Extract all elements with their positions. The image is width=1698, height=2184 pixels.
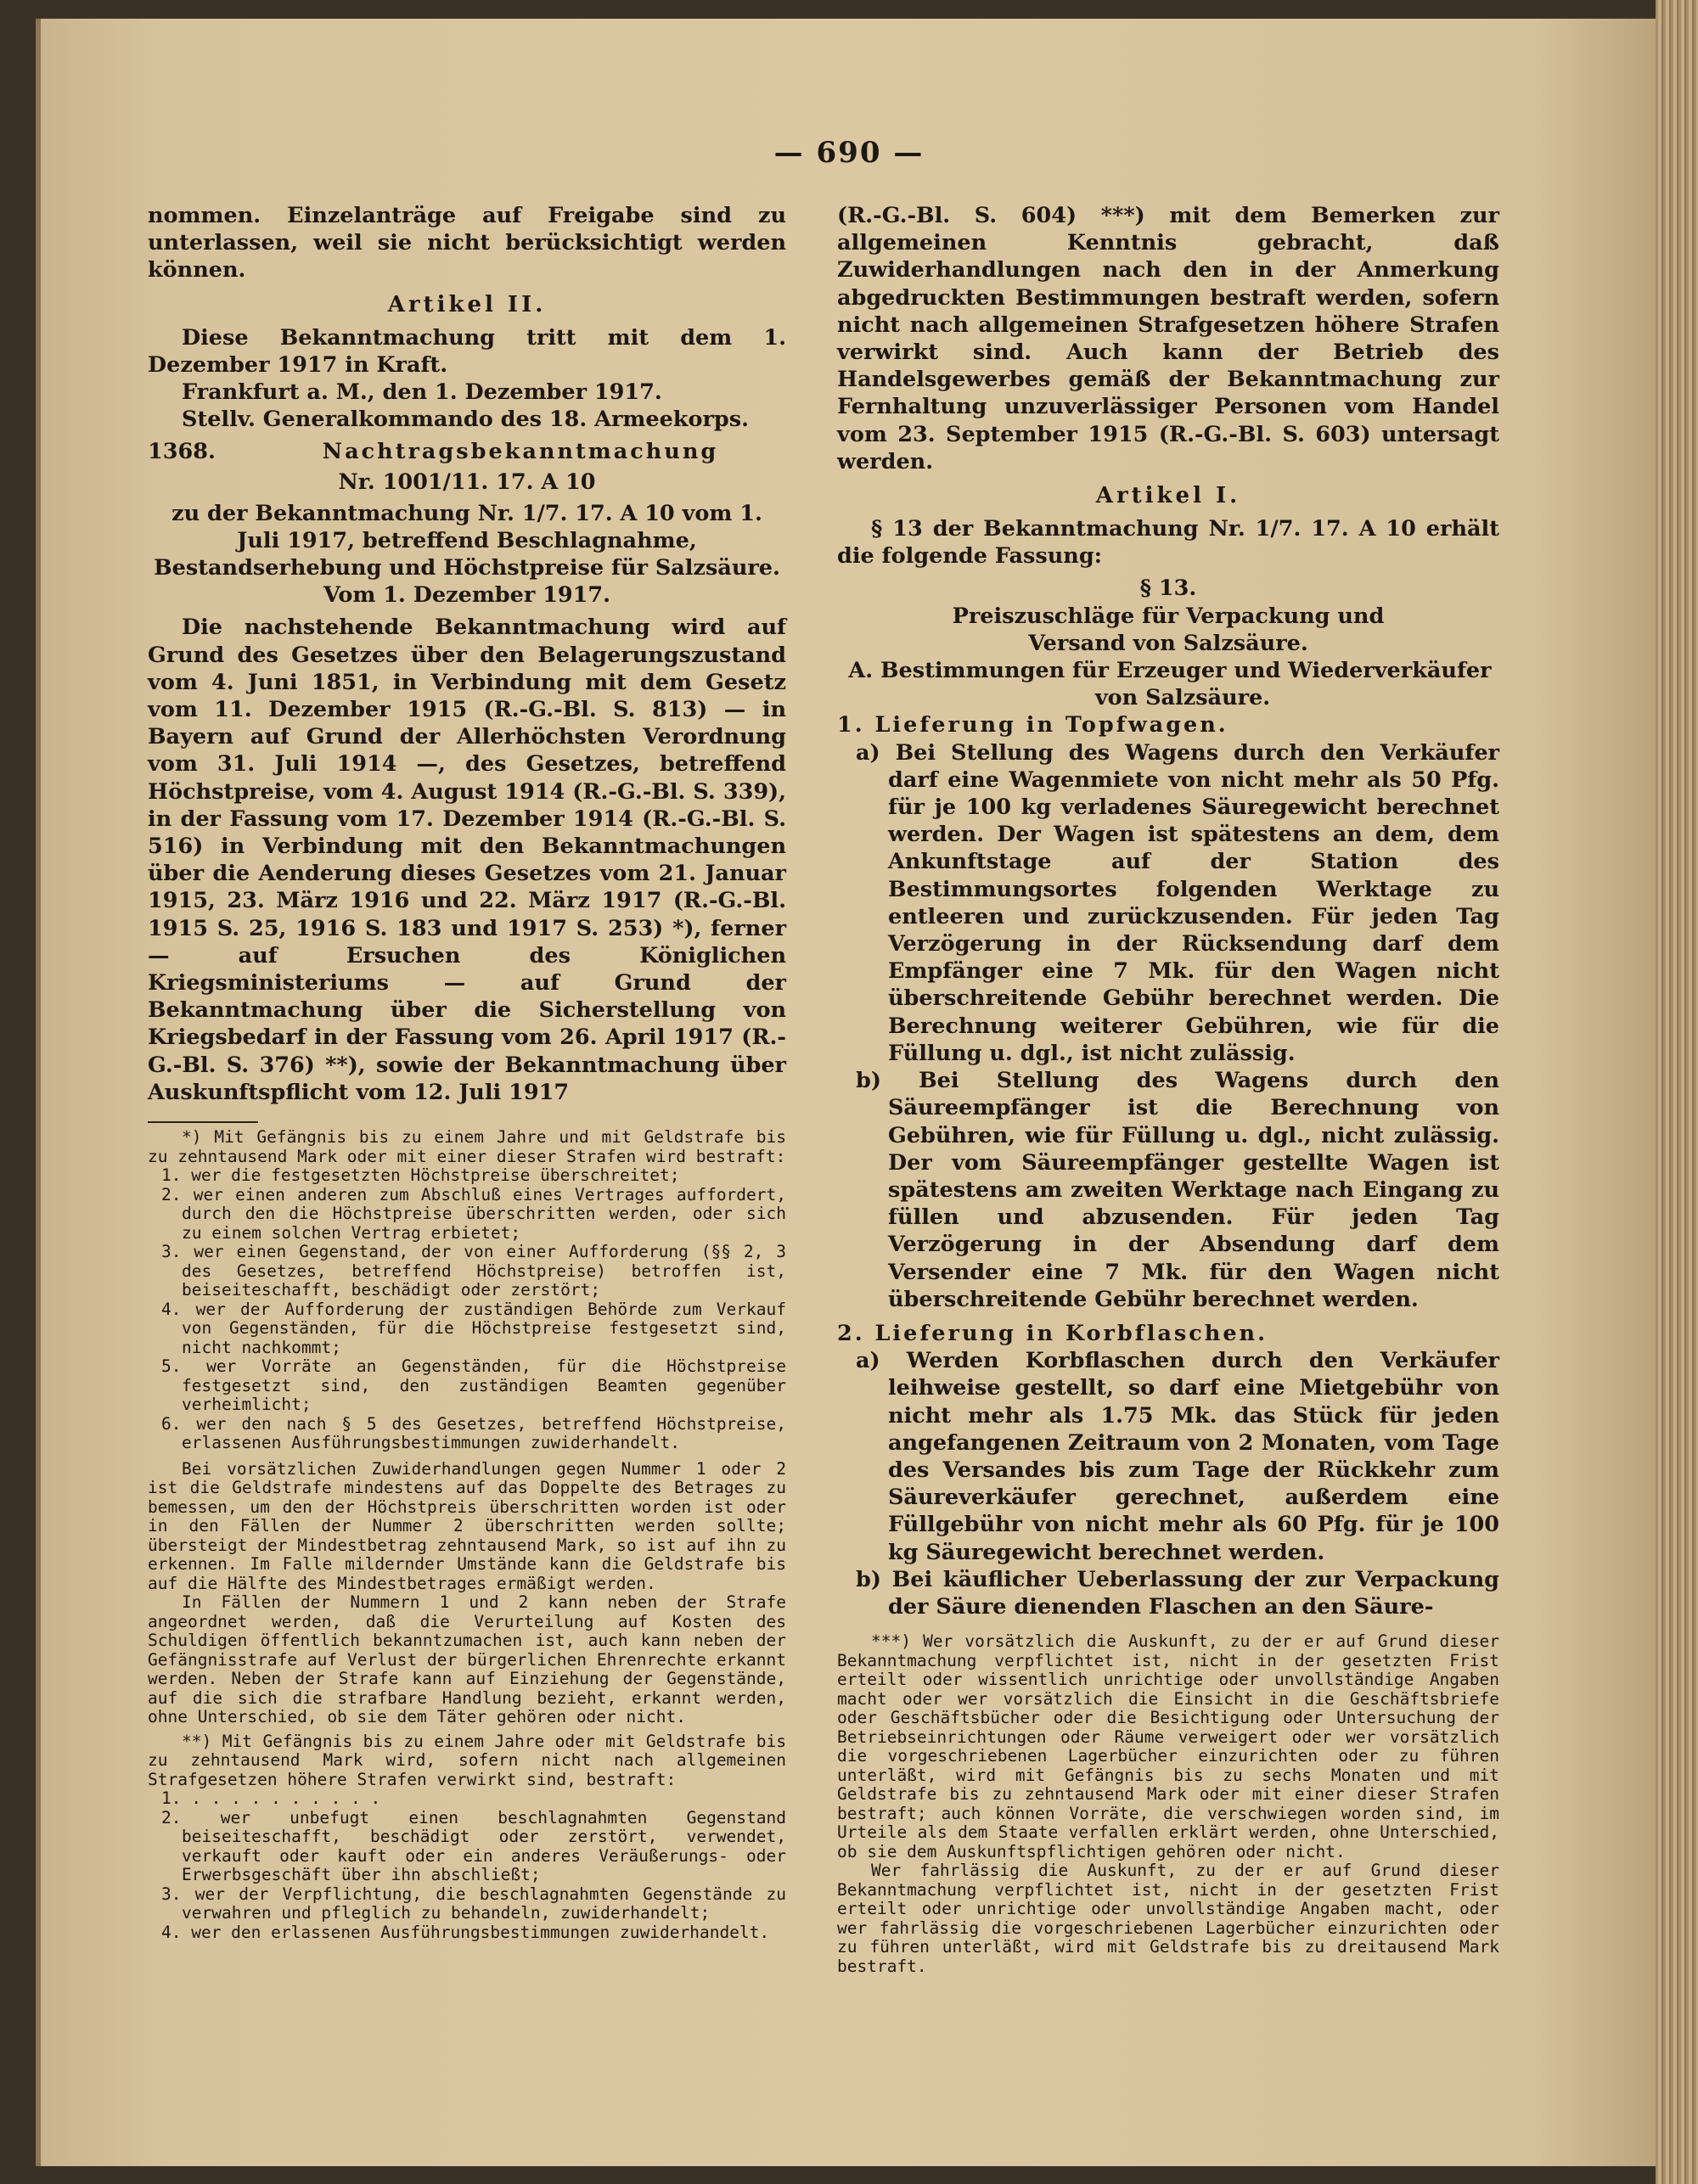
- footnote-1-intro: *) Mit Gefängnis bis zu einem Jahre und mit Geldstrafe bis zu zehntausend Mark oder mit einer dieser Strafen wird bestraft:: [148, 1127, 786, 1166]
- delivery-1-heading: 1. Lieferung in Topfwagen.: [837, 712, 1229, 738]
- left-column: [148, 202, 786, 1942]
- footnote-1-item: 5. wer Vorräte an Gegenständen, für die Höchstpreise festgesetzt sind, den zuständigen Beamten gegenüber verheimlicht;: [161, 1356, 786, 1415]
- article-1-heading: Artikel I.: [1095, 483, 1241, 509]
- footnote-1-item: 2. wer einen anderen zum Abschluß eines Vertrages auffordert, durch den die Höchstpreise überschritten werden, oder sich zu einem solchen Vertrag erbietet;: [161, 1184, 786, 1243]
- footnote-1-item: 6. wer den nach § 5 des Gesetzes, betreffend Höchstpreise, erlassenen Ausführungsbestimmungen zuwiderhandelt.: [161, 1413, 786, 1453]
- continued-paragraph: nommen. Einzelanträge auf Freigabe sind zu unterlassen, weil sie nicht berücksichtigt werden können.: [148, 203, 786, 284]
- footnote-2-intro: **) Mit Gefängnis bis zu einem Jahre oder mit Geldstrafe bis zu zehntausend Mark wird, sofern nicht nach allgemeinen Strafgesetzen höhere Strafen verwirkt sind, bestraft:: [148, 1731, 786, 1789]
- footnote-1-paragraph: In Fällen der Nummern 1 und 2 kann neben der Strafe angeordnet werden, daß die Verurteilung auf Kosten des Schuldigen öffentlich bekanntzumachen ist, auch kann neben der Gefängnisstrafe auf Verlust der bürgerlichen Ehrenrechte erkannt werden. Neben der Strafe kann auf Einziehung der Gegenstände, auf die sich die strafbare Handlung bezieht, erkannt werden, ohne Unterschied, ob sie dem Täter gehören oder nicht.: [148, 1592, 786, 1727]
- right-column: [837, 202, 1499, 1976]
- footnote-2-item: 1. . . . . . . . . . .: [161, 1788, 381, 1809]
- section-title: Preiszuschläge für Verpackung und Versand von Salzsäure.: [952, 603, 1385, 656]
- book-page-edges: [1656, 0, 1698, 2184]
- footnote-3-paragraph: Wer fahrlässig die Auskunft, zu der er auf Grund dieser Bekanntmachung verpflichtet ist, nicht in der gesetzten Frist erteilt oder unrichtige oder unvollständige Angaben macht, oder wer fahrlässig die vorgeschriebenen Lagerbücher einzurichten oder zu führen unterläßt, wird mit Geldstrafe bis zu dreitausend Mark bestraft.: [837, 1861, 1499, 1976]
- footnote-1-item: 4. wer der Aufforderung der zuständigen Behörde zum Verkauf von Gegenständen, für die Höchstpreise festgesetzt sind, nicht nachkommt;: [161, 1299, 786, 1357]
- announcement-reference: Nr. 1001/11. 17. A 10: [338, 469, 596, 496]
- footnote-1-item: 3. wer einen Gegenstand, der von einer Aufforderung (§§ 2, 3 des Gesetzes, betreffend Höchstpreise) betroffen ist, beiseiteschafft, beschädigt oder zerstört;: [161, 1242, 786, 1300]
- footnote-divider: [148, 1121, 258, 1123]
- announcement-body: Die nachstehende Bekanntmachung wird auf Grund des Gesetzes über den Belagerungszustand vom 4. Juni 1851, in Verbindung mit dem Gesetz vom 11. Dezember 1915 (R.-G.-Bl. S. 813) — in Bayern auf Grund der Allerhöchsten Verordnung vom 31. Juli 1914 —, des Gesetzes, betreffend Höchstpreise, vom 4. August 1914 (R.-G.-Bl. S. 339), in der Fassung vom 17. Dezember 1914 (R.-G.-Bl. S. 516) in Verbindung mit den Bekanntmachungen über die Aenderung dieses Gesetzes vom 21. Januar 1915, 23. März 1916 und 22. März 1917 (R.-G.-Bl. 1915 S. 25, 1916 S. 183 und 1917 S. 253) *), ferner — auf Ersuchen des Königlichen Kriegsministeriums — auf Grund der Bekanntmachung über die Sicherstellung von Kriegsbedarf in der Fassung vom 26. April 1917 (R.-G.-Bl. S. 376) **), sowie der Bekanntmachung über Auskunftspflicht vom 12. Juli 1917: [148, 615, 786, 1105]
- delivery-2a-text: a) Werden Korbflaschen durch den Verkäufer leihweise gestellt, so darf eine Mietgebühr von nicht mehr als 1.75 Mk. das Stück für jeden angefangenen Zeitraum von 2 Monaten, vom Tage des Versandes bis zum Tage der Rückkehr zum Säureverkäufer gerechnet, außerdem eine Füllgebühr von nicht mehr als 60 Pfg. für je 100 kg Säuregewicht berechnet werden.: [856, 1348, 1499, 1565]
- delivery-1a-text: a) Bei Stellung des Wagens durch den Verkäufer darf eine Wagenmiete von nicht mehr als 50 Pfg. für je 100 kg verladenes Säuregewicht berechnet werden. Der Wagen ist spätestens an dem, dem Ankunftstage auf der Station des Bestimmungsortes folgenden Werktage zu entleeren und zurückzusenden. Für jeden Tag Verzögerung in der Rücksendung darf dem Empfänger eine 7 Mk. für den Wagen nicht überschreitende Gebühr berechnet werden. Die Berechnung weiterer Gebühren, wie für die Füllung u. dgl., ist nicht zulässig.: [856, 739, 1499, 1066]
- footnote-2-item: 3. wer der Verpflichtung, die beschlagnahmten Gegenstände zu verwahren und pfleglich zu behandeln, zuwiderhandelt;: [161, 1884, 786, 1923]
- article-2-text: Diese Bekanntmachung tritt mit dem 1. Dezember 1917 in Kraft.: [148, 324, 786, 378]
- delivery-2b-text: b) Bei käuflicher Ueberlassung der zur Verpackung der Säure dienenden Flaschen an den Säure-: [856, 1566, 1499, 1620]
- footnote-1-paragraph: Bei vorsätzlichen Zuwiderhandlungen gegen Nummer 1 oder 2 ist die Geldstrafe mindestens auf das Doppelte des Betrages zu bemessen, um den der Höchstpreis überschritten worden ist oder in den Fällen der Nummer 2 überschritten werden sollte; übersteigt der Mindestbetrag zehntausend Mark, so ist auf ihn zu erkennen. Im Falle mildernder Umstände kann die Geldstrafe bis auf die Hälfte des Mindestbetrages ermäßigt werden.: [148, 1458, 786, 1593]
- footnote-3-paragraph: ***) Wer vorsätzlich die Auskunft, zu der er auf Grund dieser Bekanntmachung verpflichtet ist, nicht in der gesetzten Frist erteilt oder wissentlich unrichtige oder unvollständige Angaben macht oder wer vorsätzlich die Einsicht in die Geschäftsbriefe oder Geschäftsbücher oder die Besichtigung oder Untersuchung der Betriebseinrichtungen oder Räume verweigert oder wer vorsätzlich die vorgeschriebenen Lagerbücher einzurichten oder zu führen unterläßt, wird mit Gefängnis bis zu sechs Monaten und mit Geldstrafe bis zu zehntausend Mark oder mit einer dieser Strafen bestraft; auch können Vorräte, die verschwiegen worden sind, im Urteile als dem Staate verfallen erklärt werden, ohne Unterschied, ob sie dem Auskunftspflichtigen gehören oder nicht.: [837, 1631, 1499, 1861]
- article-2-heading: Artikel II.: [387, 291, 547, 317]
- footnote-2-item: 4. wer den erlassenen Ausführungsbestimmungen zuwiderhandelt.: [161, 1922, 770, 1942]
- footnote-2-item: 2. wer unbefugt einen beschlagnahmten Gegenstand beiseiteschafft, beschädigt oder zerstört, verwendet, verkauft oder kauft oder ein anderes Veräußerungs- oder Erwerbsgeschäft über ihn abschließt;: [161, 1807, 786, 1885]
- announcement-number: 1368.: [148, 439, 216, 465]
- section-number: § 13.: [1139, 575, 1197, 602]
- issuing-authority: Stellv. Generalkommando des 18. Armeekorps.: [182, 407, 749, 433]
- announcement-subject: zu der Bekanntmachung Nr. 1/7. 17. A 10 vom 1. Juli 1917, betreffend Beschlagnahme, Bestandserhebung und Höchstpreise für Salzsäure. Vom 1. Dezember 1917.: [154, 500, 780, 609]
- footnote-1-item: 1. wer die festgesetzten Höchstpreise überschreitet;: [161, 1165, 680, 1186]
- place-date: Frankfurt a. M., den 1. Dezember 1917.: [182, 379, 662, 406]
- continued-paragraph: (R.-G.-Bl. S. 604) ***) mit dem Bemerken zur allgemeinen Kenntnis gebracht, daß Zuwiderhandlungen nach den in der Anmerkung abgedruckten Bestimmungen bestraft werden, sofern nicht nach allgemeinen Strafgesetzen höhere Strafen verwirkt sind. Auch kann der Betrieb des Handelsgewerbes gemäß der Bekanntmachung zur Fernhaltung unzuverlässiger Personen vom Handel vom 23. September 1915 (R.-G.-Bl. S. 603) untersagt werden.: [837, 203, 1499, 474]
- announcement-title: Nachtragsbekanntmachung: [322, 439, 719, 465]
- part-a-heading: A. Bestimmungen für Erzeuger und Wiederverkäufer von Salzsäure.: [848, 658, 1492, 711]
- delivery-2-heading: 2. Lieferung in Korbflaschen.: [837, 1320, 1268, 1346]
- delivery-1b-text: b) Bei Stellung des Wagens durch den Säureempfänger ist die Berechnung von Gebühren, wie für Füllung u. dgl., nicht zulässig. Der vom Säureempfänger gestellte Wagen ist spätestens am zweiten Werktage nach Eingang zu füllen und abzusenden. Für jeden Tag Verzögerung in der Absendung darf dem Versender eine 7 Mk. für den Wagen nicht überschreitende Gebühr berechnet werden.: [856, 1068, 1499, 1312]
- page-number: — 690 —: [773, 136, 925, 170]
- article-1-text: § 13 der Bekanntmachung Nr. 1/7. 17. A 10 erhält die folgende Fassung:: [837, 516, 1499, 570]
